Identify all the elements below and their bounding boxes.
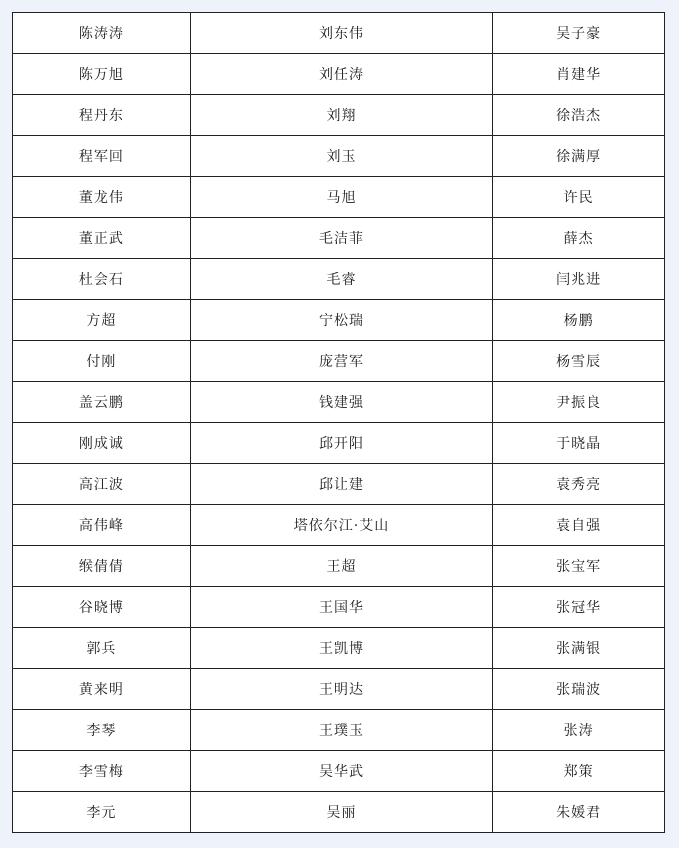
- name-cell: 钱建强: [190, 382, 493, 423]
- name-cell: 吴华武: [190, 751, 493, 792]
- name-cell: 张宝军: [493, 546, 665, 587]
- name-table: [12, 12, 665, 833]
- name-cell: 毛睿: [190, 259, 493, 300]
- name-cell: 董正武: [13, 218, 191, 259]
- table-row: [13, 54, 665, 95]
- name-cell: 张涛: [493, 710, 665, 751]
- name-cell: 张满银: [493, 628, 665, 669]
- name-cell: 郑策: [493, 751, 665, 792]
- name-cell: 毛洁菲: [190, 218, 493, 259]
- name-cell: 谷晓博: [13, 587, 191, 628]
- name-cell: 邱让建: [190, 464, 493, 505]
- name-cell: 肖建华: [493, 54, 665, 95]
- name-cell: 陈万旭: [13, 54, 191, 95]
- name-cell: 王璞玉: [190, 710, 493, 751]
- name-cell: 方超: [13, 300, 191, 341]
- table-row: [13, 505, 665, 546]
- name-cell: 朱媛君: [493, 792, 665, 833]
- name-cell: 闫兆进: [493, 259, 665, 300]
- name-cell: 张瑞波: [493, 669, 665, 710]
- name-cell: 薛杰: [493, 218, 665, 259]
- name-cell: 高江波: [13, 464, 191, 505]
- name-cell: 许民: [493, 177, 665, 218]
- name-cell: 盖云鹏: [13, 382, 191, 423]
- table-row: [13, 259, 665, 300]
- table-row: [13, 218, 665, 259]
- name-table-body: [13, 13, 665, 833]
- name-cell: 马旭: [190, 177, 493, 218]
- name-cell: 付刚: [13, 341, 191, 382]
- name-cell: 缑倩倩: [13, 546, 191, 587]
- name-cell: 陈涛涛: [13, 13, 191, 54]
- name-cell: 刘任涛: [190, 54, 493, 95]
- name-cell: 王明达: [190, 669, 493, 710]
- name-cell: 刚成诚: [13, 423, 191, 464]
- table-row: [13, 710, 665, 751]
- name-cell: 程丹东: [13, 95, 191, 136]
- name-cell: 杜会石: [13, 259, 191, 300]
- table-row: [13, 382, 665, 423]
- name-cell: 吴丽: [190, 792, 493, 833]
- name-cell: 高伟峰: [13, 505, 191, 546]
- table-row: [13, 464, 665, 505]
- name-cell: 王凯博: [190, 628, 493, 669]
- table-row: [13, 423, 665, 464]
- name-cell: 李琴: [13, 710, 191, 751]
- table-row: [13, 751, 665, 792]
- table-row: [13, 177, 665, 218]
- table-row: [13, 669, 665, 710]
- table-row: [13, 792, 665, 833]
- table-row: [13, 587, 665, 628]
- table-row: [13, 628, 665, 669]
- name-cell: 于晓晶: [493, 423, 665, 464]
- table-row: [13, 546, 665, 587]
- name-cell: 邱开阳: [190, 423, 493, 464]
- name-cell: 刘翔: [190, 95, 493, 136]
- name-cell: 庞营军: [190, 341, 493, 382]
- name-cell: 徐浩杰: [493, 95, 665, 136]
- name-cell: 杨鹏: [493, 300, 665, 341]
- table-row: [13, 341, 665, 382]
- table-row: [13, 136, 665, 177]
- name-cell: 袁自强: [493, 505, 665, 546]
- name-cell: 徐满厚: [493, 136, 665, 177]
- table-row: [13, 13, 665, 54]
- name-cell: 刘东伟: [190, 13, 493, 54]
- table-row: [13, 300, 665, 341]
- name-cell: 董龙伟: [13, 177, 191, 218]
- name-cell: 黄来明: [13, 669, 191, 710]
- name-cell: 张冠华: [493, 587, 665, 628]
- name-cell: 李雪梅: [13, 751, 191, 792]
- name-cell: 塔依尔江·艾山: [190, 505, 493, 546]
- name-cell: 李元: [13, 792, 191, 833]
- name-cell: 吴子豪: [493, 13, 665, 54]
- name-cell: 王国华: [190, 587, 493, 628]
- table-row: [13, 95, 665, 136]
- name-cell: 尹振良: [493, 382, 665, 423]
- name-cell: 宁松瑞: [190, 300, 493, 341]
- name-cell: 郭兵: [13, 628, 191, 669]
- name-cell: 程军回: [13, 136, 191, 177]
- name-cell: 袁秀亮: [493, 464, 665, 505]
- name-cell: 王超: [190, 546, 493, 587]
- name-cell: 刘玉: [190, 136, 493, 177]
- name-cell: 杨雪辰: [493, 341, 665, 382]
